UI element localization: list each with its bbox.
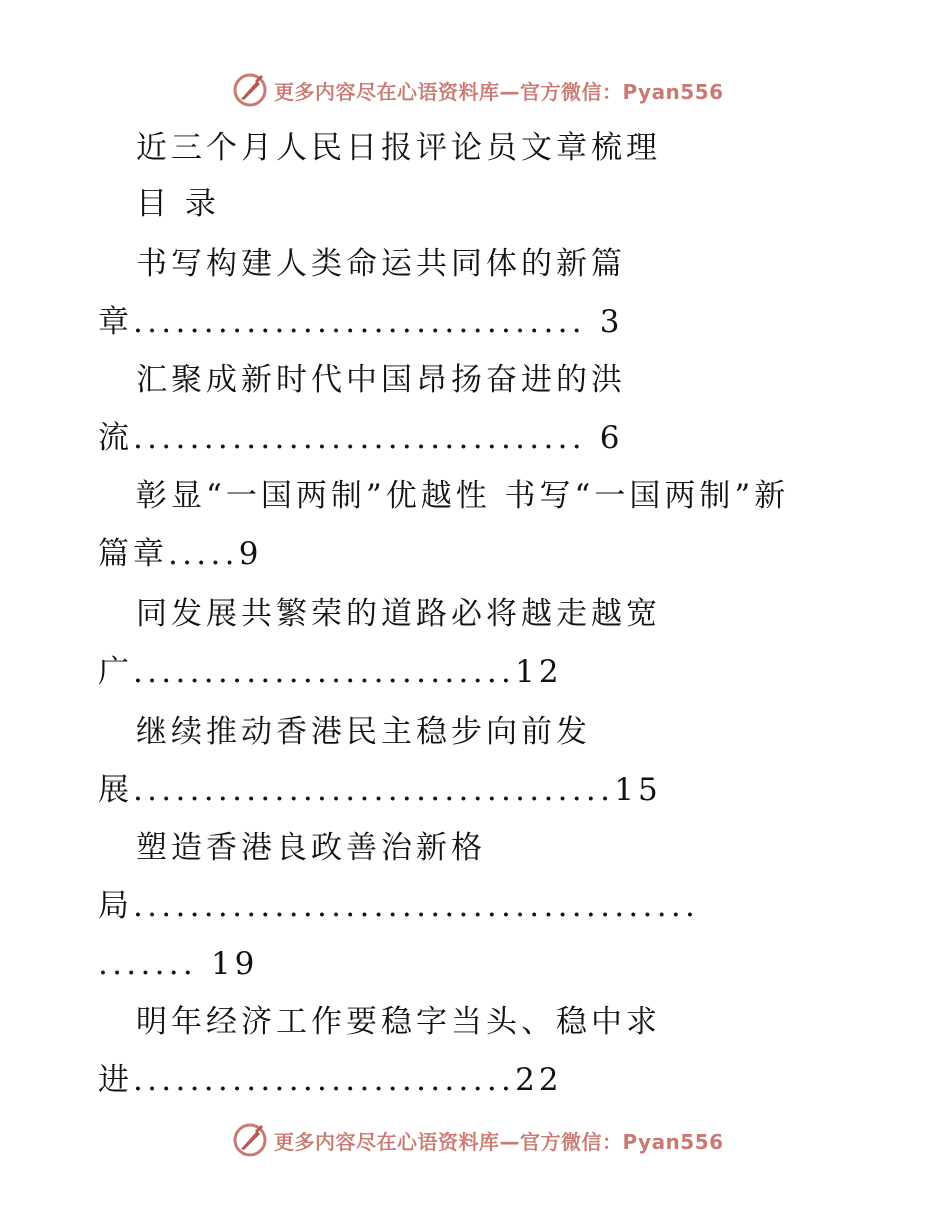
page-number: 22 [515,1062,563,1098]
page-number: 12 [515,654,563,690]
leader-dots: ....... [98,946,198,982]
watermark-text: 更多内容尽在心语资料库—官方微信：Pyan556 [274,1129,724,1154]
leader-dots: ................................ [133,304,586,340]
leader-dots: ................................ [133,420,586,456]
toc-entry-6-continuation[interactable]: 局........................................ [98,888,700,924]
leader-dots: .................................. [133,772,615,808]
toc-entry-2-title[interactable]: 汇聚成新时代中国昂扬奋进的洪 [136,362,626,398]
toc-entry-2-continuation[interactable]: 流................................ 6 [98,420,624,456]
toc-entry-1-title[interactable]: 书写构建人类命运共同体的新篇 [136,246,626,282]
toc-entry-1-continuation[interactable]: 章................................ 3 [98,304,624,340]
toc-entry-6-page-line[interactable] [98,944,258,984]
toc-entry-7-title[interactable]: 明年经济工作要稳字当头、稳中求 [136,1004,661,1040]
page-number: 3 [599,304,624,340]
page-number: 6 [599,420,624,456]
toc-entry-3-title[interactable]: 彰显“一国两制”优越性 书写“一国两制”新 [136,478,790,514]
toc-entry-5-continuation[interactable]: 展..................................15 [98,772,662,808]
toc-entry-3-continuation[interactable]: 篇章.....9 [98,536,263,572]
toc-entry-5-title[interactable]: 继续推动香港民主稳步向前发 [136,714,591,750]
toc-entry-4-title[interactable]: 同发展共繁荣的道路必将越走越宽 [136,596,661,632]
toc-entry-7-continuation[interactable]: 进...........................22 [98,1062,563,1098]
toc-heading: 目 录 [136,186,220,222]
leader-dots: ........................................ [133,888,700,924]
quill-logo-icon [232,1122,268,1158]
leader-dots: ..... [168,536,239,572]
page-number: 19 [210,946,259,982]
toc-entry-6-title[interactable]: 塑造香港良政善治新格 [136,830,486,866]
footer-watermark [232,1120,752,1160]
header-watermark [232,70,752,110]
toc-entry-4-continuation[interactable]: 广...........................12 [98,654,563,690]
quill-logo-icon [232,72,268,108]
page-number: 9 [238,536,263,572]
watermark-text: 更多内容尽在心语资料库—官方微信：Pyan556 [274,79,724,104]
leader-dots: ........................... [133,654,516,690]
leader-dots: ........................... [133,1062,516,1098]
page-number: 15 [614,772,662,808]
document-title: 近三个月人民日报评论员文章梳理 [136,130,661,166]
